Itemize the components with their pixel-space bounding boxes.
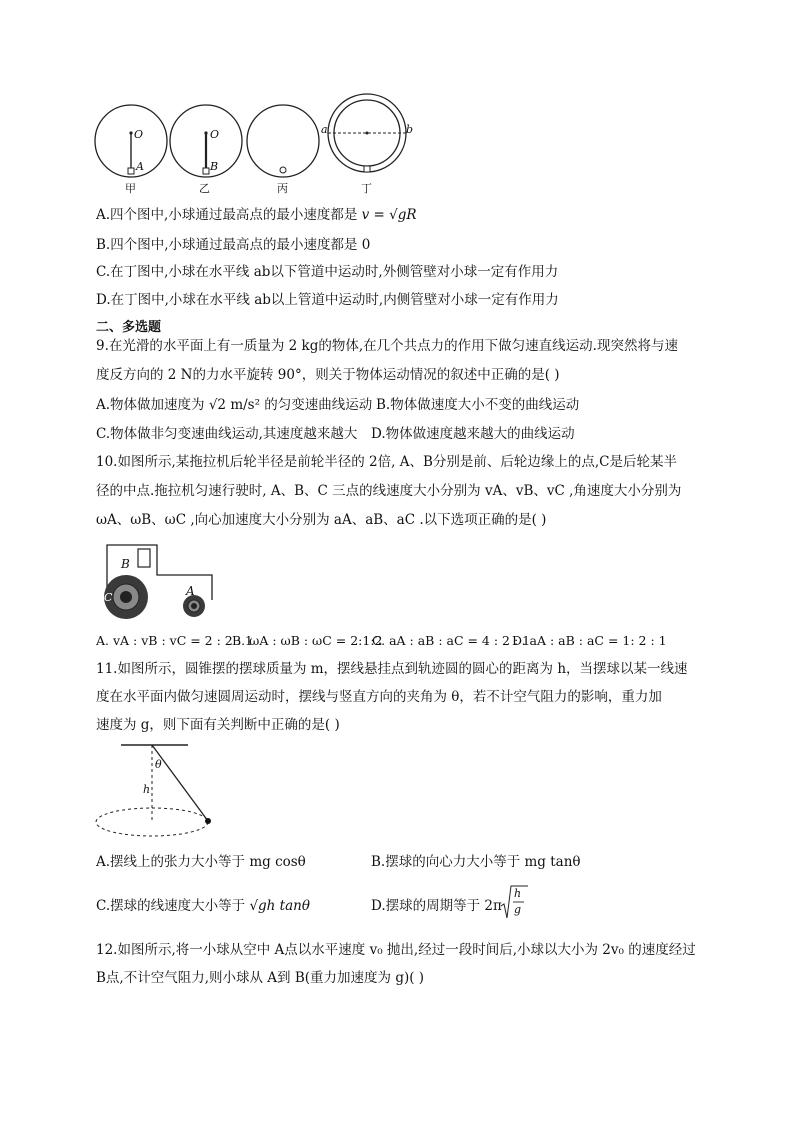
q11-option-a: A.摆线上的张力大小等于 mg cosθ xyxy=(96,854,306,870)
label-o2: O xyxy=(210,128,220,141)
label-b4: b xyxy=(406,123,414,136)
q8-option-d: D.在丁图中,小球在水平线 ab以上管道中运动时,内侧管壁对小球一定有作用力 xyxy=(96,292,559,308)
q9-option-c: C.物体做非匀变速曲线运动,其速度越来越大 xyxy=(96,426,358,442)
q10-line-1: 10.如图所示,某拖拉机后轮半径是前轮半径的 2倍, A、B分别是前、后轮边缘上的点,C是后轮某半 xyxy=(96,454,678,470)
q10-option-c: C. aA : aB : aC = 4 : 2 : 1 xyxy=(372,633,531,648)
q9-line-2: 度反方向的 2 N的力水平旋转 90°，则关于物体运动情况的叙述中正确的是( ) xyxy=(96,367,560,383)
caption-yi: 乙 xyxy=(199,182,210,195)
q12-line-2: B点,不计空气阻力,则小球从 A到 B(重力加速度为 g)( ) xyxy=(96,970,425,986)
caption-jia: 甲 xyxy=(125,182,136,195)
label-a1: A xyxy=(136,160,144,173)
q11-line-1: 11.如图所示，圆锥摆的摆球质量为 m，摆线悬挂点到轨迹圆的圆心的距离为 h，当摆球以某一线速 xyxy=(96,661,688,677)
q9-line-1: 9.在光滑的水平面上有一质量为 2 kg的物体,在几个共点力的作用下做匀速直线运动.现突然将与速 xyxy=(96,338,678,354)
tractor-label-c: C xyxy=(104,591,113,604)
q8-option-a-formula: v = √gR xyxy=(361,207,417,223)
label-b2: B xyxy=(210,160,219,173)
q11-d-denominator: g xyxy=(514,903,522,916)
q10-line-3: ωA、ωB、ωC ,向心加速度大小分别为 aA、aB、aC .以下选项正确的是( ) xyxy=(96,512,547,528)
q8-option-c: C.在丁图中,小球在水平线 ab以下管道中运动时,外侧管壁对小球一定有作用力 xyxy=(96,264,559,280)
q12-line-1: 12.如图所示,将一小球从空中 A点以水平速度 v₀ 抛出,经过一段时间后,小球以大小为 2v₀ 的速度经过 xyxy=(96,942,696,958)
tractor-label-a: A xyxy=(186,584,195,598)
q11-d-numerator: h xyxy=(514,887,522,900)
q11-option-c-text: C.摆球的线速度大小等于 xyxy=(96,898,246,914)
q11-line-2: 度在水平面内做匀速圆周运动时，摆线与竖直方向的夹角为 θ，若不计空气阻力的影响，重力加 xyxy=(96,689,662,705)
label-o1: O xyxy=(134,128,144,141)
q10-line-2: 径的中点.拖拉机匀速行驶时, A、B、C 三点的线速度大小分别为 vA、vB、vC ,角速度大小分别为 xyxy=(96,483,682,499)
q9-option-d: D.物体做速度越来越大的曲线运动 xyxy=(371,426,575,442)
q10-option-d: D. aA : aB : aC = 1: 2 : 1 xyxy=(512,633,667,648)
pendulum-theta: θ xyxy=(155,758,162,771)
q9-option-a: A.物体做加速度为 √2 m/s² 的匀变速曲线运动 xyxy=(96,397,373,413)
q11-line-3: 速度为 g，则下面有关判断中正确的是( ) xyxy=(96,717,340,733)
q8-option-a-text: A.四个图中,小球通过最高点的最小速度都是 xyxy=(96,207,358,223)
q11-option-d-text: D.摆球的周期等于 2π xyxy=(371,898,502,914)
q8-option-b: B.四个图中,小球通过最高点的最小速度都是 0 xyxy=(96,237,371,253)
q10-option-b: B. ωA : ωB : ωC = 2:1:2 xyxy=(232,633,383,648)
q11-option-c-formula: √gh tanθ xyxy=(249,898,310,914)
q9-option-b: B.物体做速度大小不变的曲线运动 xyxy=(376,397,580,413)
caption-bing: 丙 xyxy=(277,182,288,195)
q10-option-a: A. vA : vB : vC = 2 : 2 : 1 xyxy=(96,633,253,648)
label-a4: a xyxy=(321,123,328,136)
pendulum-h: h xyxy=(143,783,151,796)
caption-ding: 丁 xyxy=(361,182,372,195)
tractor-label-b: B xyxy=(121,557,130,571)
section-title: 二、多选题 xyxy=(96,320,162,335)
q11-option-b: B.摆球的向心力大小等于 mg tanθ xyxy=(371,854,581,870)
